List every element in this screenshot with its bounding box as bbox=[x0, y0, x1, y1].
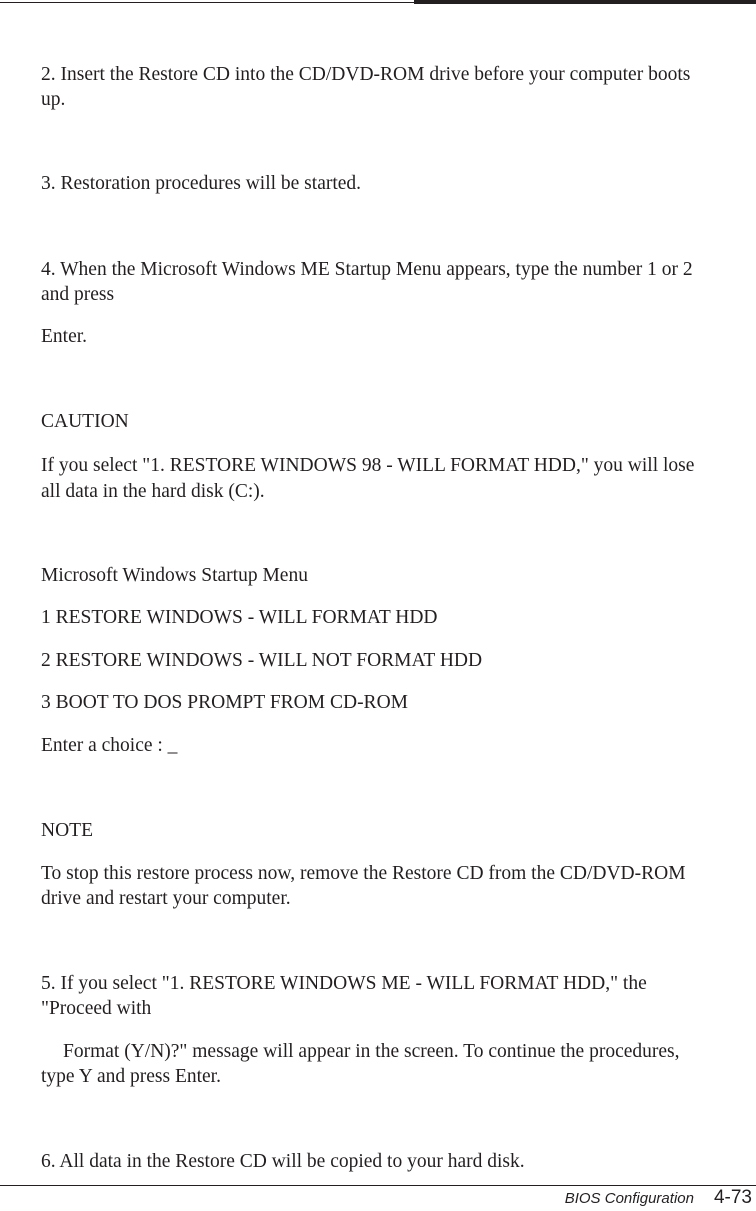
step-3: 3. Restoration procedures will be started. bbox=[41, 173, 362, 194]
startup-menu-option-2: 2 RESTORE WINDOWS - WILL NOT FORMAT HDD bbox=[41, 650, 483, 671]
step-2-line-1: 2. Insert the Restore CD into the CD/DVD-ROM drive before your computer boots bbox=[41, 64, 691, 85]
header-rule-thick bbox=[414, 0, 756, 4]
step-4-line-3: Enter. bbox=[41, 326, 88, 347]
caution-heading: CAUTION bbox=[41, 411, 129, 432]
step-5-line-1: 5. If you select "1. RESTORE WINDOWS ME - WILL FORMAT HDD," the bbox=[41, 973, 647, 994]
step-4-line-1: 4. When the Microsoft Windows ME Startup Menu appears, type the number 1 or 2 bbox=[41, 259, 693, 280]
step-4-line-2: and press bbox=[41, 284, 115, 305]
caution-line-2: all data in the hard disk (C:). bbox=[41, 481, 265, 502]
note-heading: NOTE bbox=[41, 820, 93, 841]
startup-menu-option-3: 3 BOOT TO DOS PROMPT FROM CD-ROM bbox=[41, 692, 408, 713]
caution-line-1: If you select "1. RESTORE WINDOWS 98 - WILL FORMAT HDD," you will lose bbox=[41, 455, 695, 476]
step-5-line-3: Format (Y/N)?" message will appear in the screen. To continue the procedures, bbox=[63, 1041, 680, 1062]
startup-menu-prompt: Enter a choice : _ bbox=[41, 735, 178, 756]
step-6: 6. All data in the Restore CD will be copied to your hard disk. bbox=[41, 1151, 525, 1172]
page-footer bbox=[565, 1187, 752, 1211]
startup-menu-title: Microsoft Windows Startup Menu bbox=[41, 565, 308, 586]
note-line-1: To stop this restore process now, remove the Restore CD from the CD/DVD-ROM bbox=[41, 863, 686, 884]
footer-section-title: BIOS Configuration bbox=[564, 1190, 694, 1207]
footer-rule bbox=[0, 1185, 756, 1186]
header-rule-thin bbox=[0, 2, 414, 3]
startup-menu-option-1: 1 RESTORE WINDOWS - WILL FORMAT HDD bbox=[41, 607, 438, 628]
page-number: 4-73 bbox=[713, 1187, 752, 1208]
step-5-line-2: "Proceed with bbox=[41, 998, 152, 1019]
step-2-line-2: up. bbox=[41, 89, 66, 110]
step-5-line-4: type Y and press Enter. bbox=[41, 1066, 221, 1087]
note-line-2: drive and restart your computer. bbox=[41, 888, 291, 909]
